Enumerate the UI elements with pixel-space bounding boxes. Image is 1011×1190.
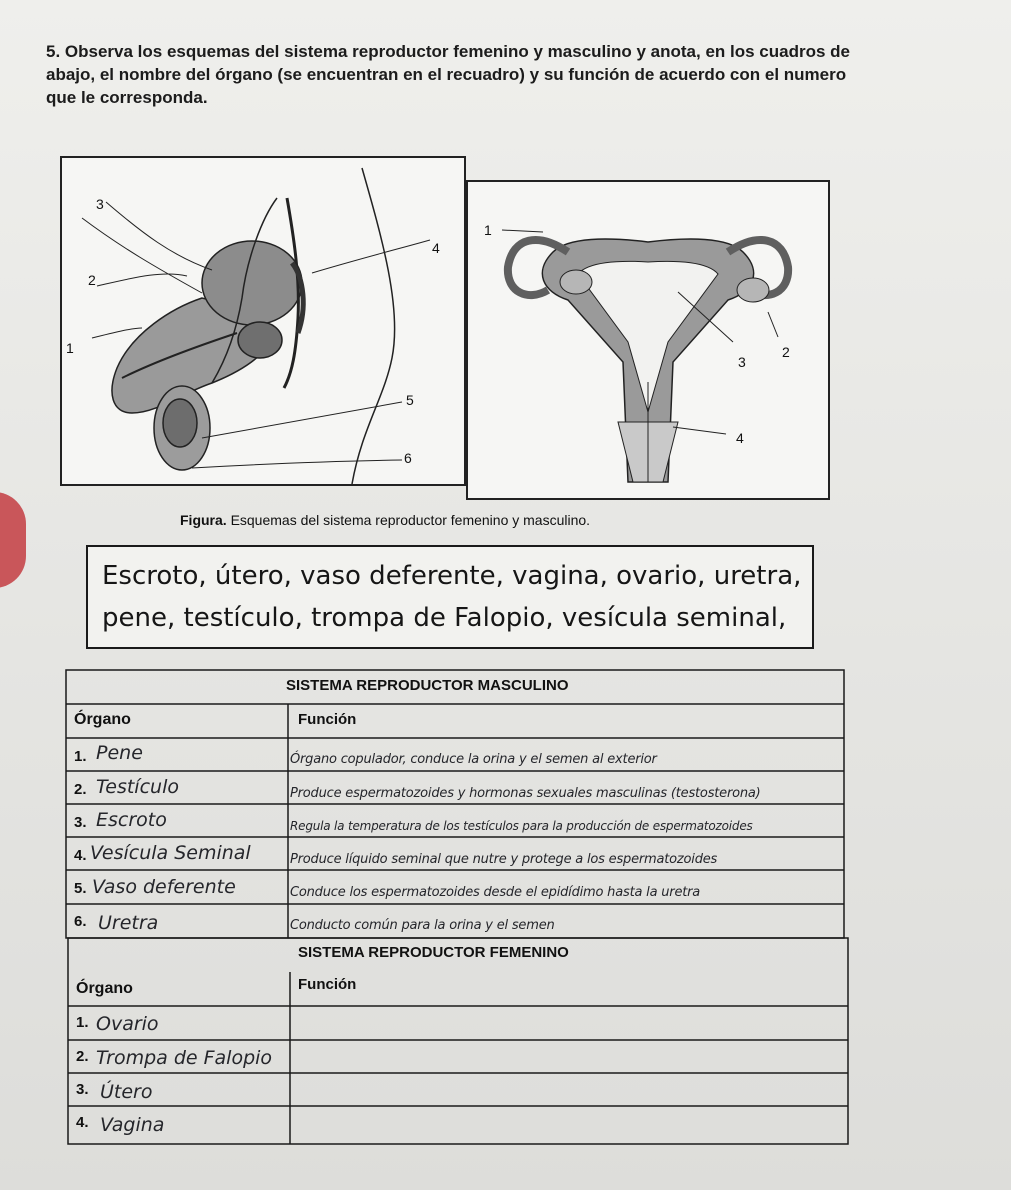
caption-text: Esquemas del sistema reproductor femenino y masculino. xyxy=(230,512,591,528)
male-label-3: 3 xyxy=(96,196,104,212)
female-row-number: 2. xyxy=(76,1048,89,1065)
male-col-function: Función xyxy=(298,711,357,728)
female-label-4: 4 xyxy=(736,430,744,446)
male-row-number: 2. xyxy=(74,781,87,798)
male-label-5: 5 xyxy=(406,392,414,408)
male-table-title: SISTEMA REPRODUCTOR MASCULINO xyxy=(286,677,569,694)
exercise-instruction: 5. Observa los esquemas del sistema reproductor femenino y masculino y anota, en los cuadros de abajo, el nombre del órgano (se encuentran en el recuadro) y su función de acuerdo con el numero que le corresponda. xyxy=(46,42,850,107)
male-organ-answer[interactable]: Vaso deferente xyxy=(92,876,236,898)
male-function-answer[interactable]: Produce líquido seminal que nutre y protege a los espermatozoides xyxy=(290,852,718,867)
male-col-organ: Órgano xyxy=(74,711,131,728)
female-label-3: 3 xyxy=(738,354,746,370)
male-organ-answer[interactable]: Pene xyxy=(96,742,143,764)
male-row-number: 6. xyxy=(74,913,87,930)
male-organ-answer[interactable]: Escroto xyxy=(96,809,167,831)
female-row-number: 1. xyxy=(76,1014,89,1031)
male-label-4: 4 xyxy=(432,240,440,256)
female-organ-answer[interactable]: Vagina xyxy=(100,1114,165,1136)
male-function-answer[interactable]: Conducto común para la orina y el semen xyxy=(290,918,555,933)
male-organ-answer[interactable]: Testículo xyxy=(96,776,179,798)
male-row-number: 4. xyxy=(74,847,87,864)
word-bank-line-1: Escroto, útero, vaso deferente, vagina, ovario, uretra, xyxy=(102,561,802,591)
male-row-number: 3. xyxy=(74,814,87,831)
female-label-1: 1 xyxy=(484,222,492,238)
female-organ-answer[interactable]: Trompa de Falopio xyxy=(96,1047,273,1069)
female-label-2: 2 xyxy=(782,344,790,360)
male-label-1: 1 xyxy=(66,340,74,356)
male-function-answer[interactable]: Conduce los espermatozoides desde el epidídimo hasta la uretra xyxy=(290,885,701,900)
male-label-2: 2 xyxy=(88,272,96,288)
female-row-number: 4. xyxy=(76,1114,89,1131)
male-function-answer[interactable]: Órgano copulador, conduce la orina y el semen al exterior xyxy=(290,752,657,767)
male-organ-answer[interactable]: Uretra xyxy=(98,912,159,934)
female-col-function: Función xyxy=(298,976,357,993)
male-label-6: 6 xyxy=(404,450,412,466)
female-organ-answer[interactable]: Ovario xyxy=(96,1013,159,1035)
male-function-answer[interactable]: Regula la temperatura de los testículos para la producción de espermatozoides xyxy=(290,819,753,833)
male-function-answer[interactable]: Produce espermatozoides y hormonas sexuales masculinas (testosterona) xyxy=(290,786,761,801)
female-col-organ: Órgano xyxy=(76,980,133,997)
male-row-number: 1. xyxy=(74,748,87,765)
female-organ-answer[interactable]: Útero xyxy=(100,1081,153,1103)
female-table-title: SISTEMA REPRODUCTOR FEMENINO xyxy=(298,944,569,961)
male-row-number: 5. xyxy=(74,880,87,897)
female-row-number: 3. xyxy=(76,1081,89,1098)
caption-prefix: Figura. xyxy=(180,512,227,528)
word-bank-line-2: pene, testículo, trompa de Falopio, vesícula seminal, xyxy=(102,603,787,633)
male-organ-answer[interactable]: Vesícula Seminal xyxy=(90,842,251,864)
